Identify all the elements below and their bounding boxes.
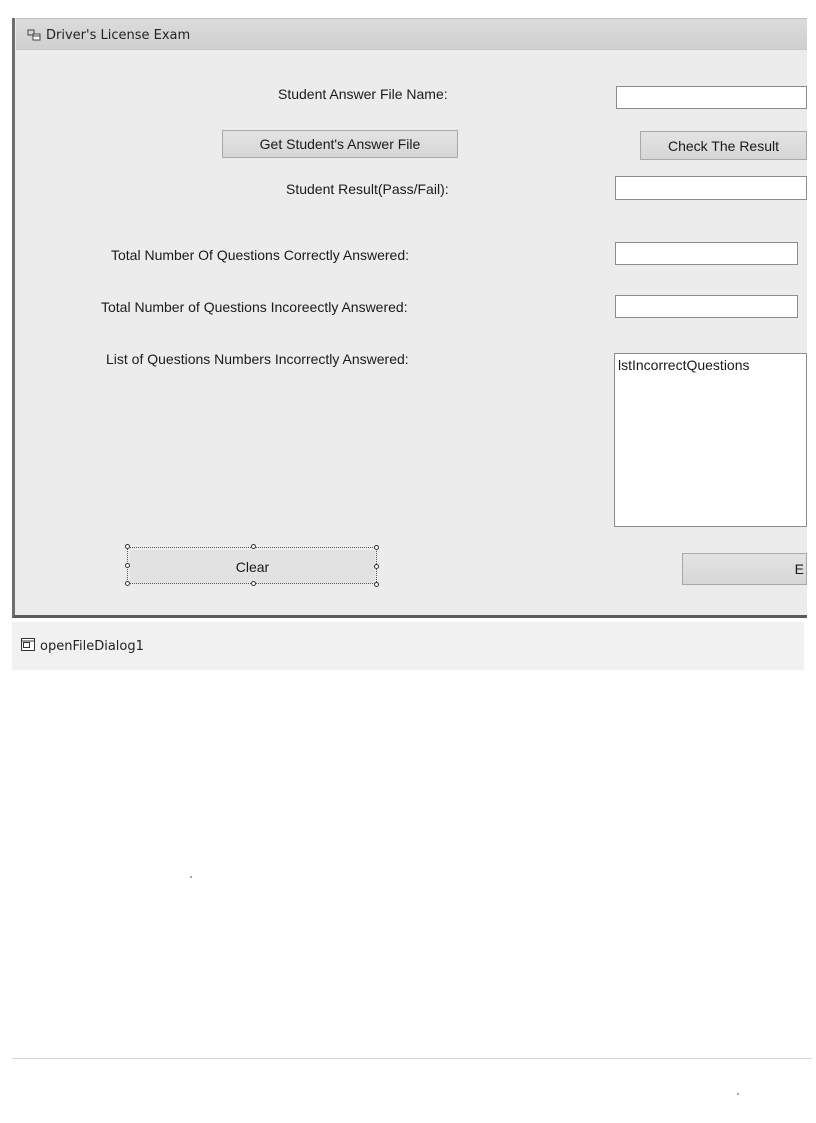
open-file-dialog-component[interactable]: openFileDialog1 bbox=[40, 639, 144, 654]
get-answer-file-button[interactable]: Get Student's Answer File bbox=[222, 130, 458, 158]
resize-handle-w[interactable] bbox=[125, 563, 130, 568]
incorrect-count-textbox[interactable] bbox=[615, 295, 798, 318]
resize-handle-nw[interactable] bbox=[125, 544, 130, 549]
open-file-dialog-icon bbox=[21, 638, 35, 651]
resize-handle-ne[interactable] bbox=[374, 545, 379, 550]
answer-file-textbox[interactable] bbox=[616, 86, 807, 109]
result-textbox[interactable] bbox=[615, 176, 807, 200]
answer-file-label: Student Answer File Name: bbox=[278, 86, 448, 102]
selection-border bbox=[127, 547, 377, 584]
incorrect-count-label: Total Number of Questions Incoreectly Answered: bbox=[101, 299, 408, 315]
result-label: Student Result(Pass/Fail): bbox=[286, 181, 449, 197]
resize-handle-sw[interactable] bbox=[125, 581, 130, 586]
form-window-icon bbox=[27, 28, 41, 42]
incorrect-questions-listbox[interactable] bbox=[614, 353, 807, 527]
window-title: Driver's License Exam bbox=[46, 28, 191, 43]
exit-button[interactable]: E bbox=[682, 553, 807, 585]
list-item[interactable]: lstIncorrectQuestions bbox=[618, 357, 750, 373]
resize-handle-se[interactable] bbox=[374, 582, 379, 587]
scan-speck bbox=[737, 1093, 739, 1095]
check-result-button[interactable]: Check The Result bbox=[640, 131, 807, 160]
correct-count-textbox[interactable] bbox=[615, 242, 798, 265]
resize-handle-n[interactable] bbox=[251, 544, 256, 549]
incorrect-list-label: List of Questions Numbers Incorrectly Answered: bbox=[106, 351, 409, 367]
scan-speck bbox=[190, 876, 192, 878]
correct-count-label: Total Number Of Questions Correctly Answered: bbox=[111, 247, 410, 263]
clear-button[interactable]: Clear bbox=[130, 550, 375, 583]
resize-handle-e[interactable] bbox=[374, 564, 379, 569]
scan-edge-line bbox=[12, 1058, 812, 1059]
resize-handle-s[interactable] bbox=[251, 581, 256, 586]
